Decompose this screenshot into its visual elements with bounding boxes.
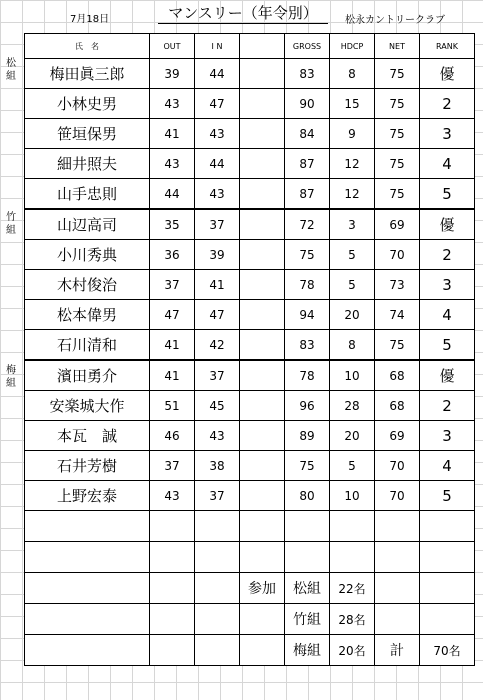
rank-value: 2 xyxy=(420,391,475,421)
player-name: 本瓦 誠 xyxy=(25,421,150,451)
blank-row xyxy=(25,511,475,542)
player-row xyxy=(25,330,475,361)
out-score: 41 xyxy=(150,360,195,391)
gross-score: 75 xyxy=(285,451,330,481)
col-header-in: I N xyxy=(195,34,240,59)
player-row xyxy=(25,119,475,149)
summary-group: 竹組 xyxy=(285,604,330,635)
in-score: 45 xyxy=(195,391,240,421)
gross-score: 96 xyxy=(285,391,330,421)
player-name: 山辺高司 xyxy=(25,209,150,240)
net-score: 68 xyxy=(375,360,420,391)
out-score: 46 xyxy=(150,421,195,451)
net-score: 70 xyxy=(375,240,420,270)
out-score: 39 xyxy=(150,59,195,89)
hdcp-value: 28 xyxy=(330,391,375,421)
date-label: 7月18日 xyxy=(70,14,110,25)
net-score: 75 xyxy=(375,179,420,210)
blank-row xyxy=(25,542,475,573)
blank-cell xyxy=(240,270,285,300)
in-score: 43 xyxy=(195,179,240,210)
blank-cell xyxy=(240,300,285,330)
hdcp-value: 3 xyxy=(330,209,375,240)
player-row xyxy=(25,421,475,451)
in-score: 47 xyxy=(195,89,240,119)
blank-cell xyxy=(240,89,285,119)
out-score: 51 xyxy=(150,391,195,421)
rank-value: 優 xyxy=(420,360,475,391)
player-rows xyxy=(25,59,475,511)
summary-rows xyxy=(25,511,475,666)
blank-cell xyxy=(240,179,285,210)
net-score: 75 xyxy=(375,59,420,89)
out-score: 43 xyxy=(150,481,195,511)
gross-score: 87 xyxy=(285,149,330,179)
player-row xyxy=(25,360,475,391)
player-name: 石井芳樹 xyxy=(25,451,150,481)
hdcp-value: 5 xyxy=(330,451,375,481)
rank-value: 5 xyxy=(420,330,475,361)
out-score: 36 xyxy=(150,240,195,270)
out-score: 37 xyxy=(150,451,195,481)
summary-count: 28名 xyxy=(330,604,375,635)
hdcp-value: 10 xyxy=(330,360,375,391)
rank-value: 2 xyxy=(420,240,475,270)
in-score: 37 xyxy=(195,360,240,391)
net-score: 73 xyxy=(375,270,420,300)
hdcp-value: 5 xyxy=(330,240,375,270)
blank-cell xyxy=(240,481,285,511)
gross-score: 72 xyxy=(285,209,330,240)
rank-value: 優 xyxy=(420,209,475,240)
player-name: 松本偉男 xyxy=(25,300,150,330)
gross-score: 84 xyxy=(285,119,330,149)
out-score: 47 xyxy=(150,300,195,330)
hdcp-value: 15 xyxy=(330,89,375,119)
page-title: マンスリー（年令別） xyxy=(168,4,318,22)
out-score: 37 xyxy=(150,270,195,300)
rank-value: 4 xyxy=(420,451,475,481)
net-score: 70 xyxy=(375,451,420,481)
hdcp-value: 8 xyxy=(330,59,375,89)
gross-score: 80 xyxy=(285,481,330,511)
player-name: 木村俊治 xyxy=(25,270,150,300)
rank-value: 4 xyxy=(420,149,475,179)
in-score: 37 xyxy=(195,481,240,511)
player-row xyxy=(25,179,475,210)
rank-value: 5 xyxy=(420,179,475,210)
rank-value: 3 xyxy=(420,421,475,451)
hdcp-value: 9 xyxy=(330,119,375,149)
rank-value: 2 xyxy=(420,89,475,119)
player-row xyxy=(25,481,475,511)
rank-value: 4 xyxy=(420,300,475,330)
player-row xyxy=(25,149,475,179)
hdcp-value: 12 xyxy=(330,149,375,179)
summary-row xyxy=(25,635,475,666)
player-name: 上野宏泰 xyxy=(25,481,150,511)
out-score: 41 xyxy=(150,119,195,149)
col-header-hdcp: HDCP xyxy=(330,34,375,59)
in-score: 43 xyxy=(195,119,240,149)
player-name: 山手忠則 xyxy=(25,179,150,210)
in-score: 47 xyxy=(195,300,240,330)
rank-value: 3 xyxy=(420,119,475,149)
gross-score: 83 xyxy=(285,59,330,89)
player-name: 梅田眞三郎 xyxy=(25,59,150,89)
player-row xyxy=(25,451,475,481)
gross-score: 87 xyxy=(285,179,330,210)
summary-row xyxy=(25,604,475,635)
blank-cell xyxy=(240,421,285,451)
player-name: 小川秀典 xyxy=(25,240,150,270)
score-table xyxy=(24,33,475,666)
summary-group: 松組 xyxy=(285,573,330,604)
out-score: 44 xyxy=(150,179,195,210)
net-score: 75 xyxy=(375,149,420,179)
player-row xyxy=(25,270,475,300)
out-score: 43 xyxy=(150,89,195,119)
player-name: 安楽城大作 xyxy=(25,391,150,421)
summary-group: 梅組 xyxy=(285,635,330,666)
gross-score: 78 xyxy=(285,270,330,300)
total-label: 計 xyxy=(375,635,420,666)
out-score: 43 xyxy=(150,149,195,179)
summary-row xyxy=(25,573,475,604)
in-score: 38 xyxy=(195,451,240,481)
out-score: 41 xyxy=(150,330,195,361)
col-header-name: 氏 名 xyxy=(25,34,150,59)
total-count: 70名 xyxy=(420,635,475,666)
gross-score: 89 xyxy=(285,421,330,451)
player-name: 細井照夫 xyxy=(25,149,150,179)
title-underline xyxy=(158,23,328,24)
col-header-net: NET xyxy=(375,34,420,59)
blank-cell xyxy=(240,360,285,391)
player-name: 小林史男 xyxy=(25,89,150,119)
hdcp-value: 20 xyxy=(330,300,375,330)
blank-cell xyxy=(240,59,285,89)
gross-score: 94 xyxy=(285,300,330,330)
net-score: 74 xyxy=(375,300,420,330)
blank-cell xyxy=(240,391,285,421)
col-header-gross: GROSS xyxy=(285,34,330,59)
player-name: 濱田勇介 xyxy=(25,360,150,391)
blank-cell xyxy=(240,119,285,149)
gross-score: 75 xyxy=(285,240,330,270)
in-score: 44 xyxy=(195,149,240,179)
summary-count: 20名 xyxy=(330,635,375,666)
col-header-rank: RANK xyxy=(420,34,475,59)
gross-score: 78 xyxy=(285,360,330,391)
net-score: 69 xyxy=(375,421,420,451)
net-score: 75 xyxy=(375,119,420,149)
net-score: 70 xyxy=(375,481,420,511)
blank-cell xyxy=(240,149,285,179)
out-score: 35 xyxy=(150,209,195,240)
in-score: 43 xyxy=(195,421,240,451)
rank-value: 3 xyxy=(420,270,475,300)
header-row xyxy=(25,34,475,59)
club-name: 松永カントリークラブ xyxy=(345,15,445,26)
in-score: 44 xyxy=(195,59,240,89)
participation-label: 参加 xyxy=(240,573,285,604)
player-name: 笹垣保男 xyxy=(25,119,150,149)
blank-cell xyxy=(240,240,285,270)
net-score: 75 xyxy=(375,330,420,361)
col-header-blank xyxy=(240,34,285,59)
gross-score: 83 xyxy=(285,330,330,361)
group-label-take: 竹組 xyxy=(6,212,16,236)
summary-count: 22名 xyxy=(330,573,375,604)
in-score: 41 xyxy=(195,270,240,300)
player-row xyxy=(25,59,475,89)
group-label-matsu: 松組 xyxy=(6,58,16,82)
player-row xyxy=(25,240,475,270)
hdcp-value: 10 xyxy=(330,481,375,511)
in-score: 42 xyxy=(195,330,240,361)
gross-score: 90 xyxy=(285,89,330,119)
net-score: 75 xyxy=(375,89,420,119)
rank-value: 5 xyxy=(420,481,475,511)
hdcp-value: 5 xyxy=(330,270,375,300)
blank-cell xyxy=(240,209,285,240)
hdcp-value: 20 xyxy=(330,421,375,451)
col-header-out: OUT xyxy=(150,34,195,59)
in-score: 39 xyxy=(195,240,240,270)
blank-cell xyxy=(240,451,285,481)
hdcp-value: 8 xyxy=(330,330,375,361)
hdcp-value: 12 xyxy=(330,179,375,210)
group-label-ume: 梅組 xyxy=(6,365,16,389)
in-score: 37 xyxy=(195,209,240,240)
rank-value: 優 xyxy=(420,59,475,89)
player-row xyxy=(25,209,475,240)
player-row xyxy=(25,89,475,119)
net-score: 69 xyxy=(375,209,420,240)
player-name: 石川清和 xyxy=(25,330,150,361)
player-row xyxy=(25,391,475,421)
player-row xyxy=(25,300,475,330)
net-score: 68 xyxy=(375,391,420,421)
blank-cell xyxy=(240,330,285,361)
